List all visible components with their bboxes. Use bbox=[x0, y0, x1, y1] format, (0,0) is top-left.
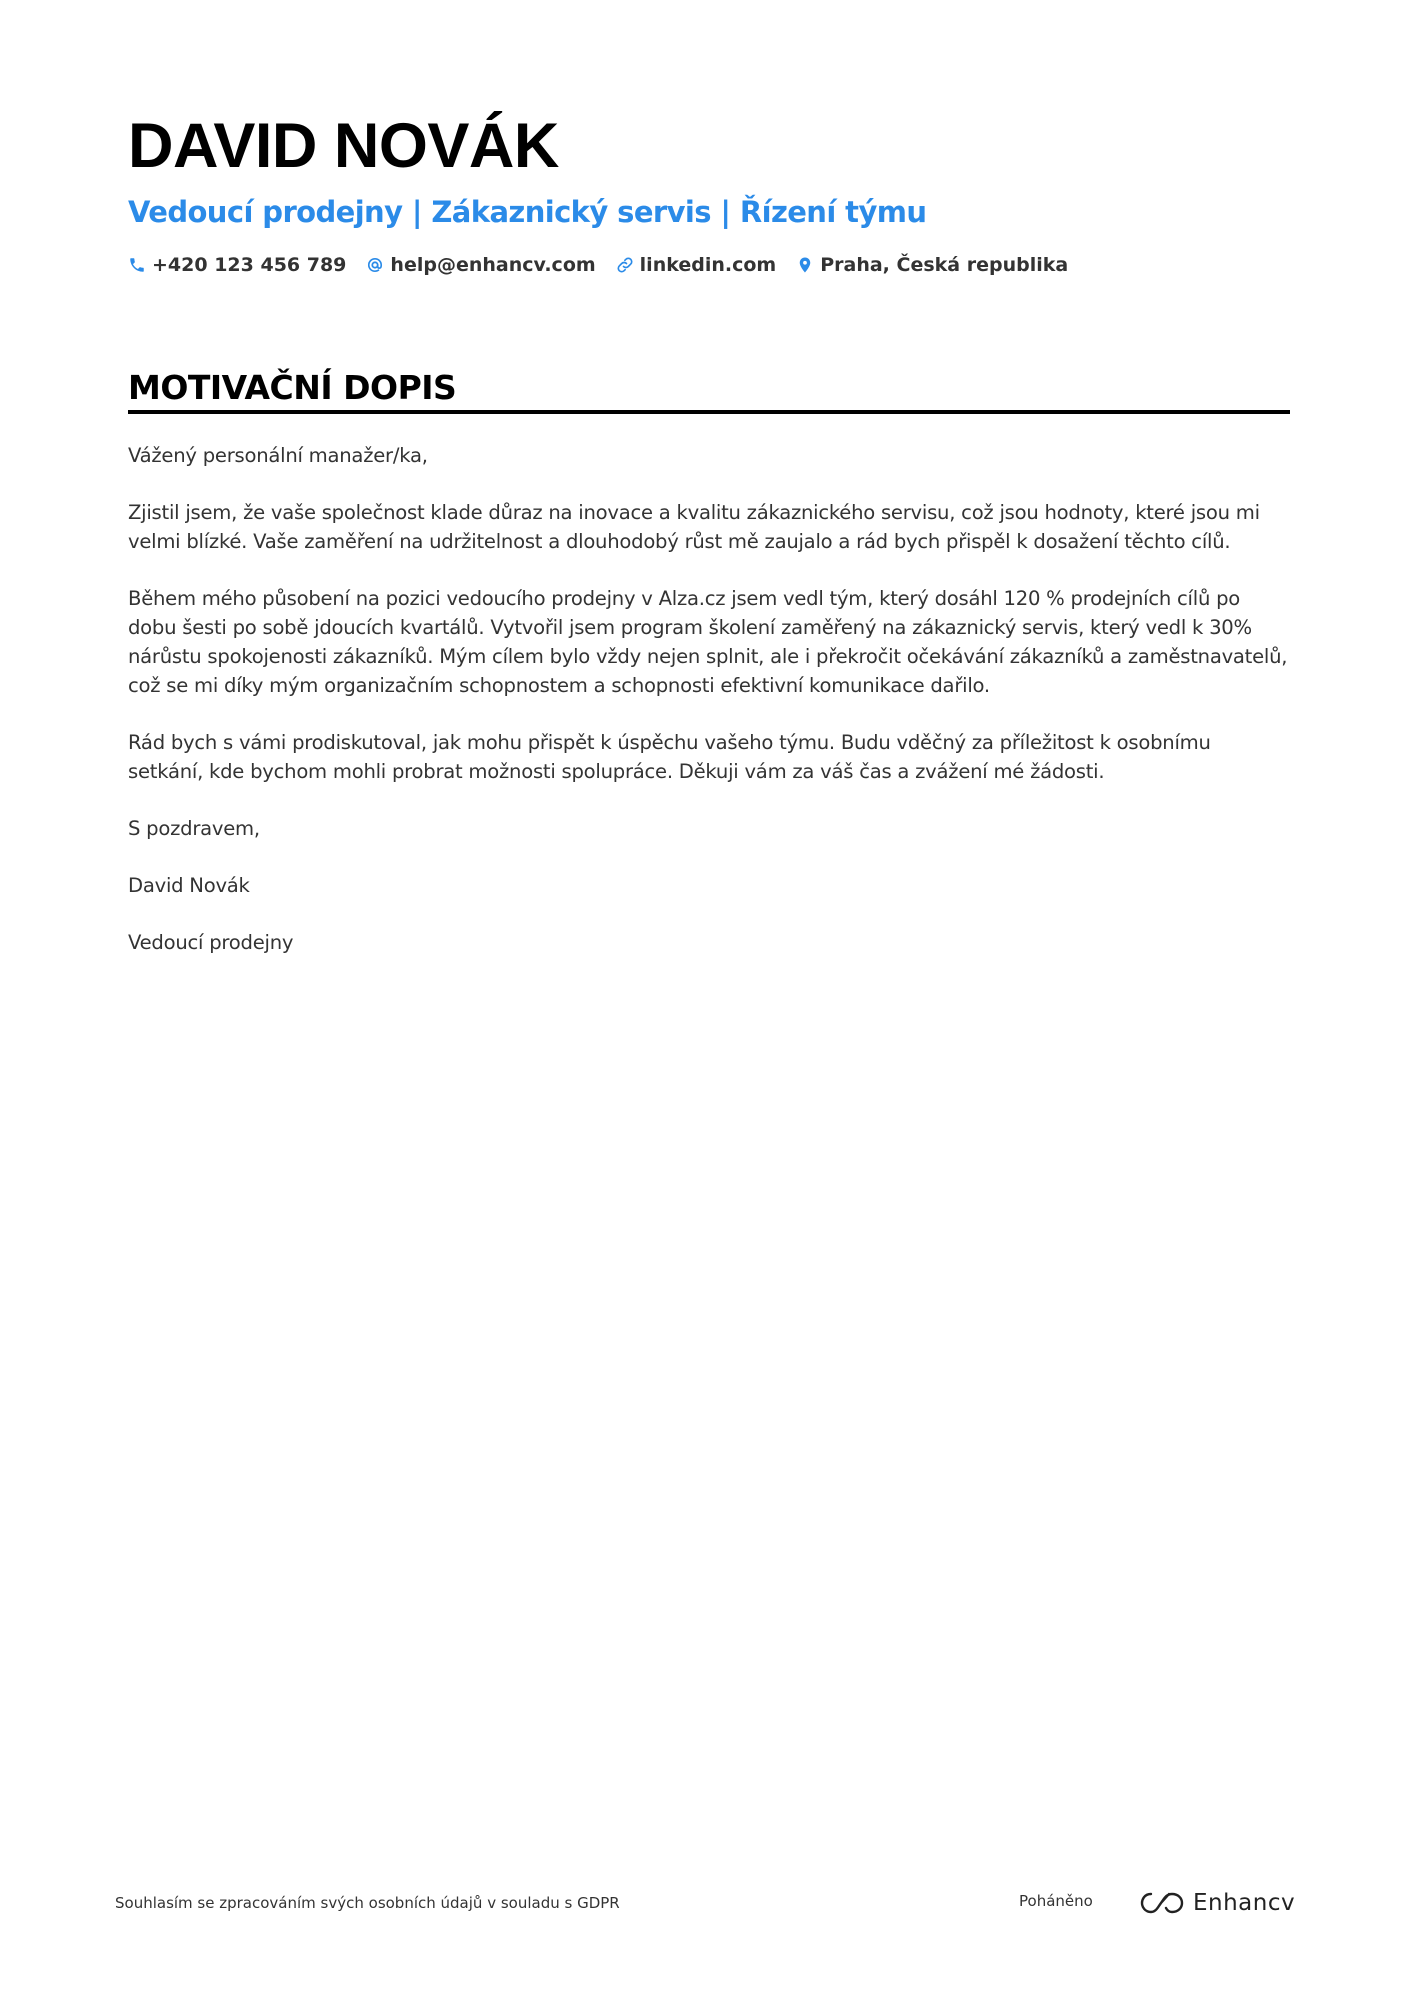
contact-location bbox=[796, 254, 1068, 276]
at-icon bbox=[366, 256, 384, 274]
contact-phone[interactable] bbox=[128, 254, 346, 276]
section-divider bbox=[128, 410, 1290, 414]
enhancv-logo-icon bbox=[1139, 1890, 1185, 1916]
contact-bar bbox=[128, 254, 1290, 276]
contact-email[interactable] bbox=[366, 254, 595, 276]
linkedin-text: linkedin.com bbox=[639, 254, 777, 276]
contact-linkedin[interactable] bbox=[616, 254, 777, 276]
signature-name: David Novák bbox=[128, 874, 250, 897]
letter-salutation: Vážený personální manažer/ka, bbox=[128, 444, 428, 467]
gdpr-consent-text: Souhlasím se zpracováním svých osobních údajů v souladu s GDPR bbox=[115, 1894, 620, 1912]
enhancv-logo[interactable] bbox=[1139, 1890, 1295, 1916]
letter-paragraph: Zjistil jsem, že vaše společnost klade důraz na inovace a kvalitu zákaznického servisu, což jsou hodnoty, které jsou mi velmi blízké. Vaše zaměření na udržitelnost a dlouhodobý růst mě zaujalo a rád bych přispěl k dosažení těchto cílů. bbox=[128, 501, 1260, 553]
section-title: MOTIVAČNÍ DOPIS bbox=[128, 368, 457, 407]
candidate-tagline: Vedoucí prodejny | Zákaznický servis | Řízení týmu bbox=[128, 195, 927, 229]
enhancv-brand-text: Enhancv bbox=[1193, 1890, 1296, 1916]
powered-by-label: Poháněno bbox=[1019, 1892, 1093, 1910]
letter-body bbox=[128, 441, 1290, 985]
location-pin-icon bbox=[796, 256, 814, 274]
header bbox=[128, 108, 1290, 276]
letter-closing: S pozdravem, bbox=[128, 817, 260, 840]
email-text: help@enhancv.com bbox=[390, 254, 596, 276]
letter-paragraph: Rád bych s vámi prodiskutoval, jak mohu přispět k úspěchu vašeho týmu. Budu vděčný za příležitost k osobnímu setkání, kde bychom mohli probrat možnosti spolupráce. Děkuji vám za váš čas a zvážení mé žádosti. bbox=[128, 731, 1211, 783]
phone-text: +420 123 456 789 bbox=[152, 254, 347, 276]
signature-title: Vedoucí prodejny bbox=[128, 931, 294, 954]
candidate-name: DAVID NOVÁK bbox=[128, 111, 559, 181]
letter-paragraph: Během mého působení na pozici vedoucího prodejny v Alza.cz jsem vedl tým, který dosáhl 120 % prodejních cílů po dobu šesti po sobě jdoucích kvartálů. Vytvořil jsem program školení zaměřený na zákaznický servis, který vedl k 30% nárůstu spokojenosti zákazníků. Mým cílem bylo vždy nejen splnit, ale i překročit očekávání zákazníků a zaměstnavatelů, což se mi díky mým organizačním schopnostem a schopnosti efektivní komunikace dařilo. bbox=[128, 587, 1288, 697]
phone-icon bbox=[128, 256, 146, 274]
link-icon bbox=[616, 256, 634, 274]
location-text: Praha, Česká republika bbox=[820, 254, 1069, 276]
